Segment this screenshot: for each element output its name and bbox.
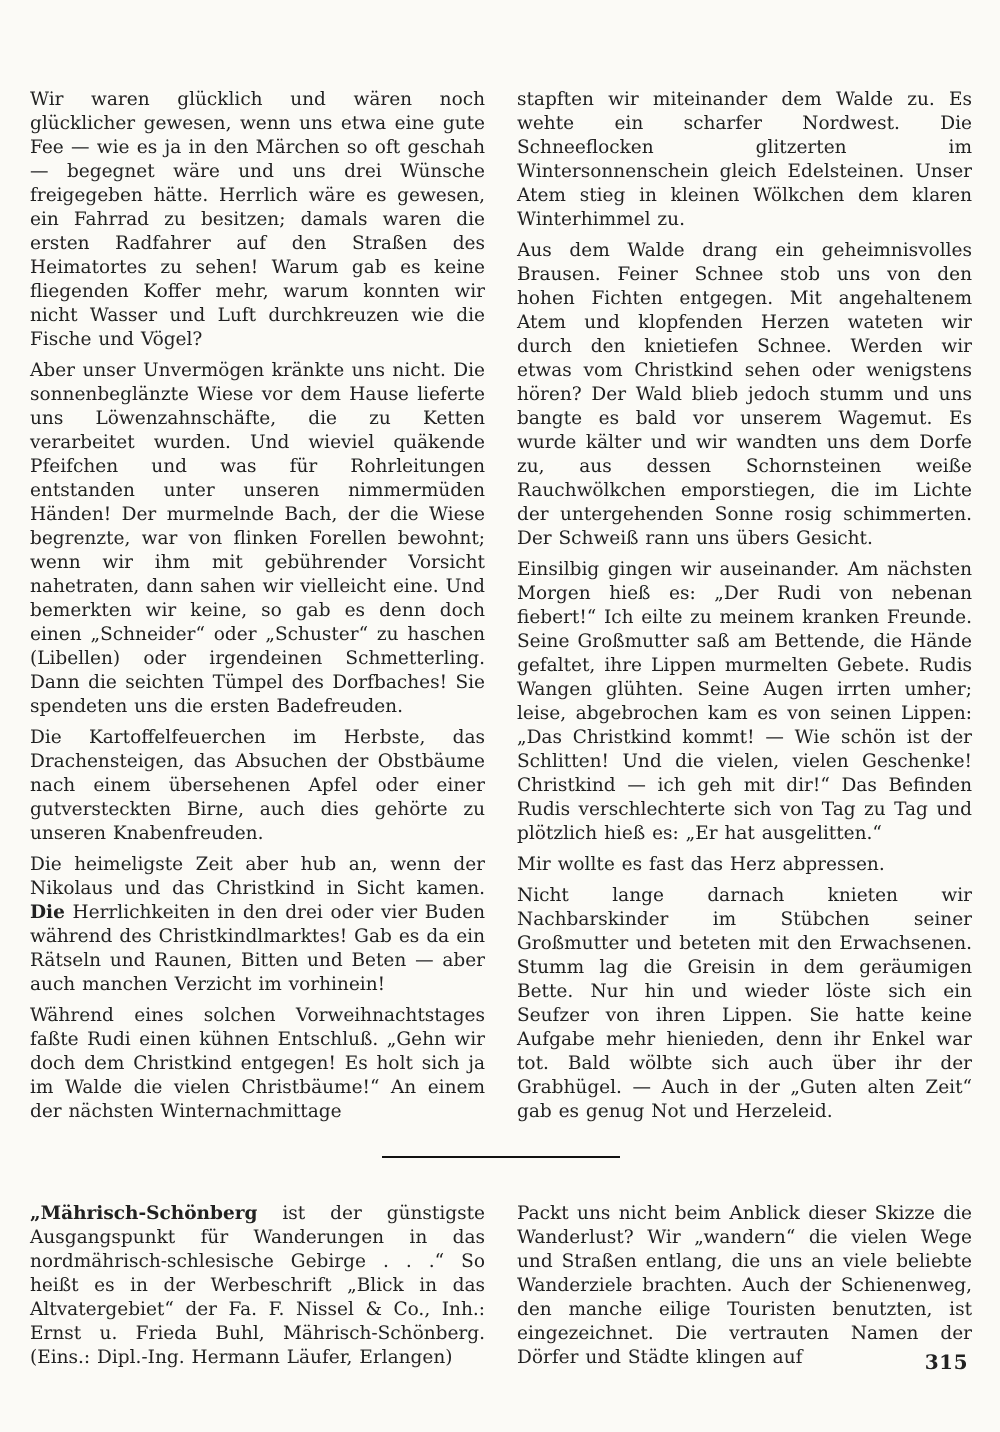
paragraph-right-3: Einsilbig gingen wir auseinander. Am nächsten Morgen hieß es: „Der Rudi von nebenan fiebert!“ Ich eilte zu meinem kranken Freunde. Seine Großmutter saß am Bettende, die Hände gefaltet, ihre Lippen murmelten Gebete. Rudis Wangen glühten. Seine Augen irrten umher; leise, abgebrochen kam es von seinen Lippen: „Das Christkind kommt! — Wie schön ist der Schlitten! Und die vielen, vielen Geschenke! Christkind — ich geh mit dir!“ Das Befinden Rudis verschlechterte sich von Tag zu Tag und plötzlich hieß es: „Er hat ausgelitten.“ — [517, 559, 972, 844]
main-text-section — [30, 88, 972, 1124]
footer-left-column — [30, 1202, 485, 1370]
footer-paragraph-right: Packt uns nicht beim Anblick dieser Skizze die Wanderlust? Wir „wandern“ die vielen Wege und Straßen entlang, die uns an viele beliebte Wanderziele brachten. Auch der Schienenweg, den manche eilige Touristen benutzten, ist eingezeichnet. Die vertrauten Namen der Dörfer und Städte klingen auf — [517, 1203, 972, 1368]
paragraph-left-4-text-cont: Herrlichkeiten in den drei oder vier Buden während des Christkindlmarktes! Gab es da ein Rätseln und Raunen, Bitten und Beten — aber auch manchen Verzicht im vorhinein! — [30, 902, 485, 995]
paragraph-left-4-bold-word: Die — [30, 902, 65, 923]
footer-left-bold: „Mährisch-Schönberg — [30, 1203, 258, 1224]
right-column — [517, 88, 972, 1124]
paragraph-right-2: Aus dem Walde drang ein geheimnisvolles Brausen. Feiner Schnee stob uns von den hohen Fichten entgegen. Mit angehaltenem Atem und klopfenden Herzen wateten wir durch den knietiefen Schnee. Werden wir etwas vom Christkind sehen oder wenigstens hören? Der Wald blieb jedoch stumm und uns bangte es bald vor unserem Wagemut. Es wurde kälter und wir wandten uns dem Dorfe zu, aus dessen Schornsteinen weiße Rauchwölkchen emporstiegen, die im Lichte der untergehenden Sonne rosig schimmerten. Der Schweiß rann uns übers Gesicht. — [517, 240, 972, 549]
page-number: 315 — [924, 1350, 968, 1374]
paragraph-right-1: stapften wir miteinander dem Walde zu. Es wehte ein scharfer Nordwest. Die Schneeflocken glitzerten im Wintersonnenschein gleich Edelsteinen. Unser Atem stieg in kleinen Wölkchen dem klaren Winterhimmel zu. — [517, 89, 972, 230]
footer-paragraph-left — [30, 1202, 485, 1370]
paragraph-left-1: Wir waren glücklich und wären noch glücklicher gewesen, wenn uns etwa eine gute Fee — wie es ja in den Märchen so oft geschah — begegnet wäre und uns drei Wünsche freigegeben hätte. Herrlich wäre es gewesen, ein Fahrrad zu besitzen; damals waren die ersten Radfahrer auf den Straßen des Heimatortes zu sehen! Warum gab es keine fliegenden Koffer mehr, warum konnten wir nicht Wasser und Luft durchkreuzen wie die Fische und Vögel? — [30, 89, 485, 350]
paragraph-left-2: Aber unser Unvermögen kränkte uns nicht. Die sonnenbeglänzte Wiese vor dem Hause lieferte uns Löwenzahnschäfte, die zu Ketten verarbeitet wurden. Und wieviel quäkende Pfeifchen und was für Rohrleitungen entstanden unter unseren nimmermüden Händen! Der murmelnde Bach, der die Wiese begrenzte, war von flinken Forellen bewohnt; wenn wir ihm mit gebührender Vorsicht nahetraten, dann sahen wir vielleicht eine. Und bemerkten wir keine, so gab es denn doch einen „Schneider“ oder „Schuster“ zu haschen (Libellen) oder irgendeinen Schmetterling. Dann die seichten Tümpel des Dorfbaches! Sie spendeten uns die ersten Badefreuden. — [30, 360, 485, 717]
footer-left-text: ist der günstigste Ausgangspunkt für Wanderungen in das nordmährisch-schlesische Gebirge . . .“ So heißt es in der Werbeschrift „Blick in das Altvatergebiet“ der Fa. F. Nissel & Co., Inh.: Ernst u. Frieda Buhl, Mährisch-Schönberg. (Eins.: Dipl.-Ing. Hermann Läufer, Erlangen) — [30, 1203, 485, 1368]
footer-text-section — [30, 1202, 972, 1370]
left-column — [30, 88, 485, 1124]
paragraph-left-5: Während eines solchen Vorweihnachtstages faßte Rudi einen kühnen Entschluß. „Gehn wir doch dem Christkind entgegen! Es holt sich ja im Walde die vielen Christbäume!“ An einem der nächsten Winternachmittage — [30, 1005, 485, 1122]
paragraph-right-4: Mir wollte es fast das Herz abpressen. — [517, 854, 885, 875]
paragraph-right-5: Nicht lange darnach knieten wir Nachbarskinder im Stübchen seiner Großmutter und beteten mit den Erwachsenen. Stumm lag die Greisin in dem geräumigen Bette. Nur hin und wieder löste sich ein Seufzer von ihren Lippen. Sie hatte keine Aufgabe mehr hienieden, denn ihr Enkel war tot. Bald wölbte sich auch über ihr der Grabhügel. — Auch in der „Guten alten Zeit“ gab es genug Not und Herzeleid. — [517, 885, 972, 1122]
paragraph-left-3: Die Kartoffelfeuerchen im Herbste, das Drachensteigen, das Absuchen der Obstbäume nach einem übersehenen Apfel oder einer gutversteckten Birne, auch dies gehörte zu unseren Knabenfreuden. — [30, 727, 485, 844]
footer-right-column — [517, 1202, 972, 1370]
paragraph-left-4 — [30, 853, 485, 997]
paragraph-left-4-text: Die heimeligste Zeit aber hub an, wenn der Nikolaus und das Christkind in Sicht kamen. — [30, 854, 485, 899]
section-divider — [382, 1156, 620, 1158]
